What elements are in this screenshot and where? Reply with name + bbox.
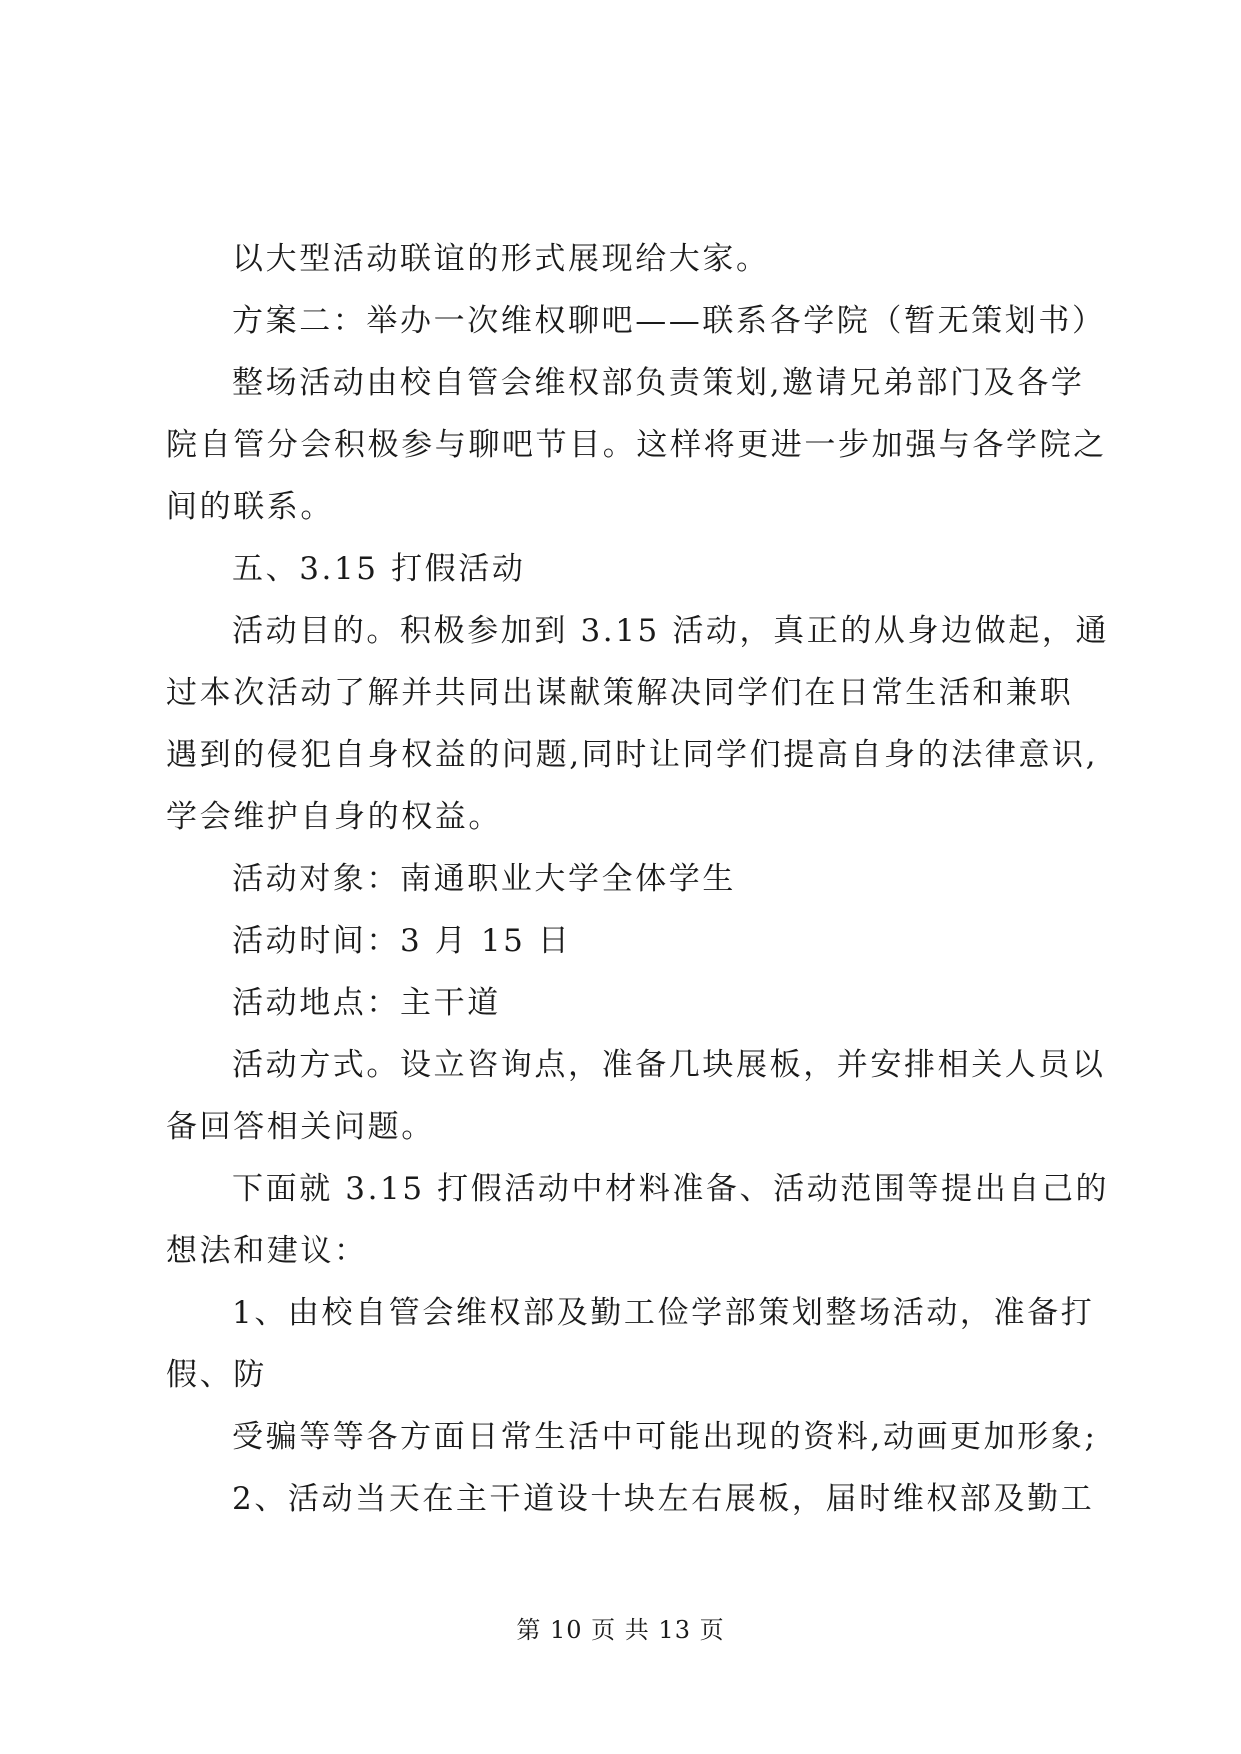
text-line: 过本次活动了解并共同出谋献策解决同学们在日常生活和兼职 xyxy=(166,675,1074,711)
text-line: 活动对象：南通职业大学全体学生 xyxy=(232,861,736,897)
text-line: 下面就 3.15 打假活动中材料准备、活动范围等提出自己的 xyxy=(232,1171,1110,1207)
text-line: 方案二：举办一次维权聊吧——联系各学院（暂无策划书） xyxy=(232,303,1106,339)
section-heading: 五、3.15 打假活动 xyxy=(232,551,526,587)
text-line: 学会维护自身的权益。 xyxy=(166,799,502,835)
text-line: 活动时间：3 月 15 日 xyxy=(232,923,572,959)
text-line: 活动地点：主干道 xyxy=(232,985,501,1021)
text-line: 假、防 xyxy=(166,1357,267,1393)
text-line: 活动方式。设立咨询点，准备几块展板，并安排相关人员以 xyxy=(232,1047,1106,1083)
text-line: 想法和建议： xyxy=(166,1233,368,1269)
text-line: 2、活动当天在主干道设十块左右展板，届时维权部及勤工 xyxy=(232,1481,1095,1517)
text-line: 受骗等等各方面日常生活中可能出现的资料,动画更加形象; xyxy=(232,1419,1098,1455)
page-footer: 第 10 页 共 13 页 xyxy=(516,1616,725,1644)
text-line: 备回答相关问题。 xyxy=(166,1109,435,1145)
document-body xyxy=(166,228,1110,1530)
text-line: 1、由校自管会维权部及勤工俭学部策划整场活动，准备打 xyxy=(232,1295,1095,1331)
text-line: 整场活动由校自管会维权部负责策划,邀请兄弟部门及各学 xyxy=(232,365,1085,401)
text-line: 遇到的侵犯自身权益的问题,同时让同学们提高自身的法律意识, xyxy=(166,737,1099,773)
text-line: 以大型活动联谊的形式展现给大家。 xyxy=(232,241,770,277)
text-line: 活动目的。积极参加到 3.15 活动，真正的从身边做起，通 xyxy=(232,613,1110,649)
text-line: 间的联系。 xyxy=(166,489,334,525)
text-line: 院自管分会积极参与聊吧节目。这样将更进一步加强与各学院之 xyxy=(166,427,1107,463)
